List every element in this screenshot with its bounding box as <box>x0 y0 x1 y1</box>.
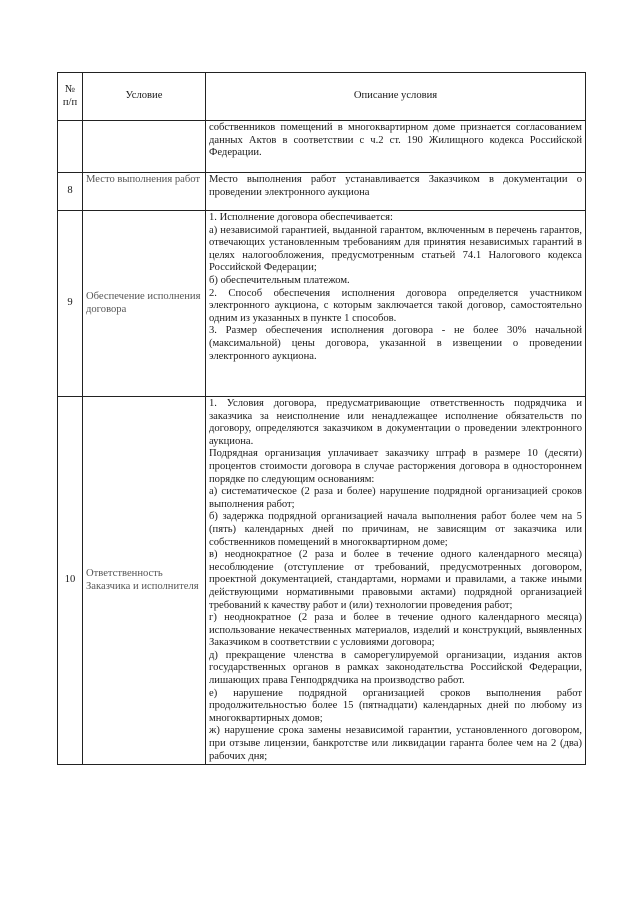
row-num: 9 <box>58 211 83 397</box>
table-row-continuation <box>58 121 586 173</box>
paragraph: 1. Условия договора, предусматривающие ответственность подрядчика и заказчика за неисполнение или ненадлежащее исполнение обязательств по договору, определяются заказчиком в документации о проведении электронного аукциона. <box>209 398 582 447</box>
table-row-8 <box>58 173 586 211</box>
row-description <box>206 397 586 765</box>
row-condition: Место выполнения работ <box>83 173 206 211</box>
row-condition-empty <box>83 121 206 173</box>
table-row-9 <box>58 211 586 397</box>
paragraph: 2. Способ обеспечения исполнения договора определяется участником электронного аукциона, с которым заключается такой договор, самостоятельно одним из указанных в пункте 1 способов. <box>209 287 582 324</box>
row-num: 10 <box>58 397 83 765</box>
paragraph: 3. Размер обеспечения исполнения договора - не более 30% начальной (максимальной) цены договора, указанной в извещении о проведении электронного аукциона. <box>209 325 582 362</box>
paragraph: б) задержка подрядной организацией начала выполнения работ более чем на 5 (пять) календарных дней по причинам, не зависящим от заказчика или собственников помещений в многоквартирном доме; <box>209 511 582 548</box>
row-description <box>206 211 586 397</box>
paragraph: в) неоднократное (2 раза и более в течение одного календарного месяца) несоблюдение (отступление от требований, предусмотренных договором, проектной документацией, стандартами, нормами и правилами, а также иными действующими нормативными правовыми актами) подрядной организацией требований к качеству работ и (или) технологии проведения работ; <box>209 549 582 611</box>
conditions-table <box>57 72 586 765</box>
header-condition: Условие <box>83 73 206 121</box>
paragraph: ж) нарушение срока замены независимой гарантии, установленного договором, при отзыве лицензии, банкротстве или ликвидации гаранта более чем на 2 (два) рабочих дня; <box>209 725 582 762</box>
row-num-empty <box>58 121 83 173</box>
paragraph: Подрядная организация уплачивает заказчику штраф в размере 10 (десяти) процентов стоимости договора в случае расторжения договора в одностороннем порядке по следующим основаниям: <box>209 448 582 485</box>
row-description: собственников помещений в многоквартирном доме признается согласованием данных Актов в соответствии с ч.2 ст. 190 Жилищного кодекса Российской Федерации. <box>206 121 586 173</box>
header-description: Описание условия <box>206 73 586 121</box>
paragraph: а) независимой гарантией, выданной гарантом, включенным в перечень гарантов, отвечающих установленным требованиям для принятия независимых гарантий в целях налогообложения, предусмотренным статьей 74.1 Налогового кодекса Российской Федерации; <box>209 224 582 274</box>
table-row-10 <box>58 397 586 765</box>
paragraph: б) обеспечительным платежом. <box>209 274 350 286</box>
row-description: Место выполнения работ устанавливается Заказчиком в документации о проведении электронного аукциона <box>206 173 586 211</box>
paragraph: д) прекращение членства в саморегулируемой организации, издания актов государственных органов в рамках законодательства Российской Федерации, лишающих права Генподрядчика на производство работ. <box>209 649 582 687</box>
row-condition: Обеспечение исполнения договора <box>83 211 206 397</box>
paragraph: 1. Исполнение договора обеспечивается: <box>209 212 393 223</box>
table-header-row <box>58 73 586 121</box>
paragraph: а) систематическое (2 раза и более) нарушение подрядной организацией сроков выполнения работ; <box>209 486 582 510</box>
row-condition: Ответственность Заказчика и исполнителя <box>83 397 206 765</box>
paragraph: е) нарушение подрядной организацией сроков выполнения работ продолжительностью более 15 (пятнадцати) календарных дней по любому из многоквартирных домов; <box>209 687 582 724</box>
header-num: № п/п <box>58 73 83 121</box>
row-num: 8 <box>58 173 83 211</box>
paragraph: г) неоднократное (2 раза и более в течение одного календарного месяца) использование некачественных материалов, изделий и конструкций, выявленных Заказчиком в соответствии с условиями договора; <box>209 612 582 649</box>
